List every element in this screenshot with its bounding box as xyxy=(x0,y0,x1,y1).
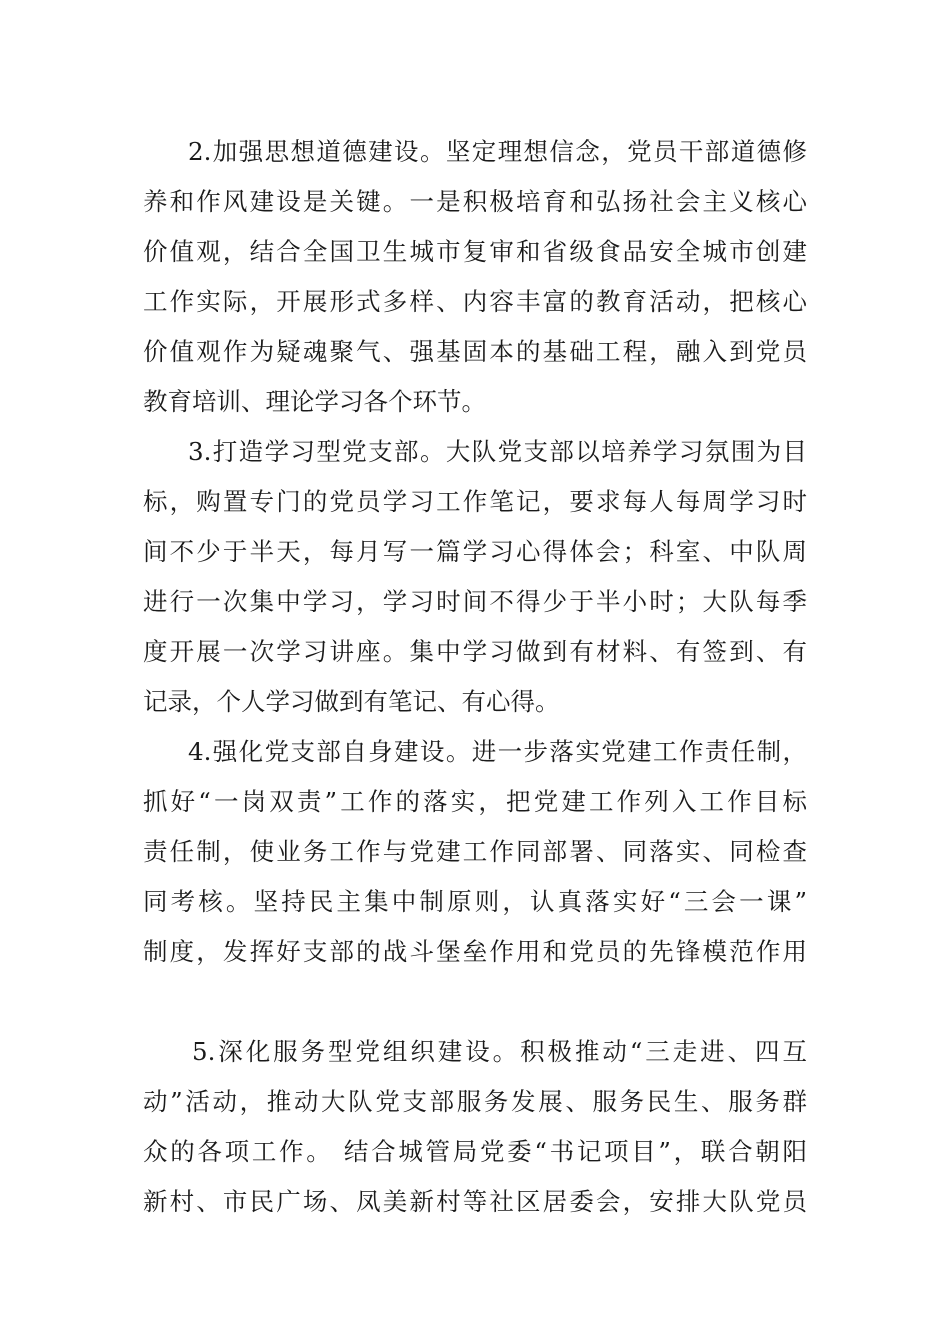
paragraph-4-line-1: 4.强化党支部自身建设。进一步落实党建工作责任制， xyxy=(188,737,807,766)
paragraph-4-line-2: 抓好“一岗双责”工作的落实，把党建工作列入工作目标 xyxy=(143,787,807,816)
paragraph-5-line-3: 众的各项工作。 结合城管局党委“书记项目”，联合朝阳 xyxy=(143,1137,807,1166)
paragraph-3-line-1: 3.打造学习型党支部。大队党支部以培养学习氛围为目 xyxy=(188,437,807,466)
paragraph-5-line-4: 新村、市民广场、凤美新村等社区居委会，安排大队党员 xyxy=(143,1187,807,1216)
paragraph-5-line-1: 5.深化服务型党组织建设。积极推动“三走进、四互 xyxy=(192,1037,807,1066)
paragraph-3-line-3: 间不少于半天，每月写一篇学习心得体会；科室、中队周 xyxy=(143,537,807,566)
paragraph-3-line-4: 进行一次集中学习，学习时间不得少于半小时；大队每季 xyxy=(143,587,807,616)
paragraph-3-line-5: 度开展一次学习讲座。集中学习做到有材料、有签到、有 xyxy=(143,637,807,666)
paragraph-4-line-5: 制度，发挥好支部的战斗堡垒作用和党员的先锋模范作用 xyxy=(143,937,807,966)
paragraph-4-line-4: 同考核。坚持民主集中制原则，认真落实好“三会一课” xyxy=(143,887,807,916)
paragraph-2-line-1: 2.加强思想道德建设。坚定理想信念，党员干部道德修 xyxy=(188,137,807,166)
paragraph-5-line-2: 动”活动，推动大队党支部服务发展、服务民生、服务群 xyxy=(143,1087,807,1116)
paragraph-2-line-5: 价值观作为疑魂聚气、强基固本的基础工程，融入到党员 xyxy=(143,337,807,366)
paragraph-3-line-2: 标，购置专门的党员学习工作笔记，要求每人每周学习时 xyxy=(143,487,807,516)
paragraph-4-line-3: 责任制，使业务工作与党建工作同部署、同落实、同检查 xyxy=(143,837,807,866)
paragraph-2-line-3: 价值观，结合全国卫生城市复审和省级食品安全城市创建 xyxy=(143,237,807,266)
paragraph-3-line-6: 记录，个人学习做到有笔记、有心得。 xyxy=(143,687,560,716)
paragraph-2-line-6: 教育培训、理论学习各个环节。 xyxy=(143,387,486,416)
paragraph-2-line-2: 养和作风建设是关键。一是积极培育和弘扬社会主义核心 xyxy=(143,187,807,216)
paragraph-2-line-4: 工作实际，开展形式多样、内容丰富的教育活动，把核心 xyxy=(143,287,807,316)
